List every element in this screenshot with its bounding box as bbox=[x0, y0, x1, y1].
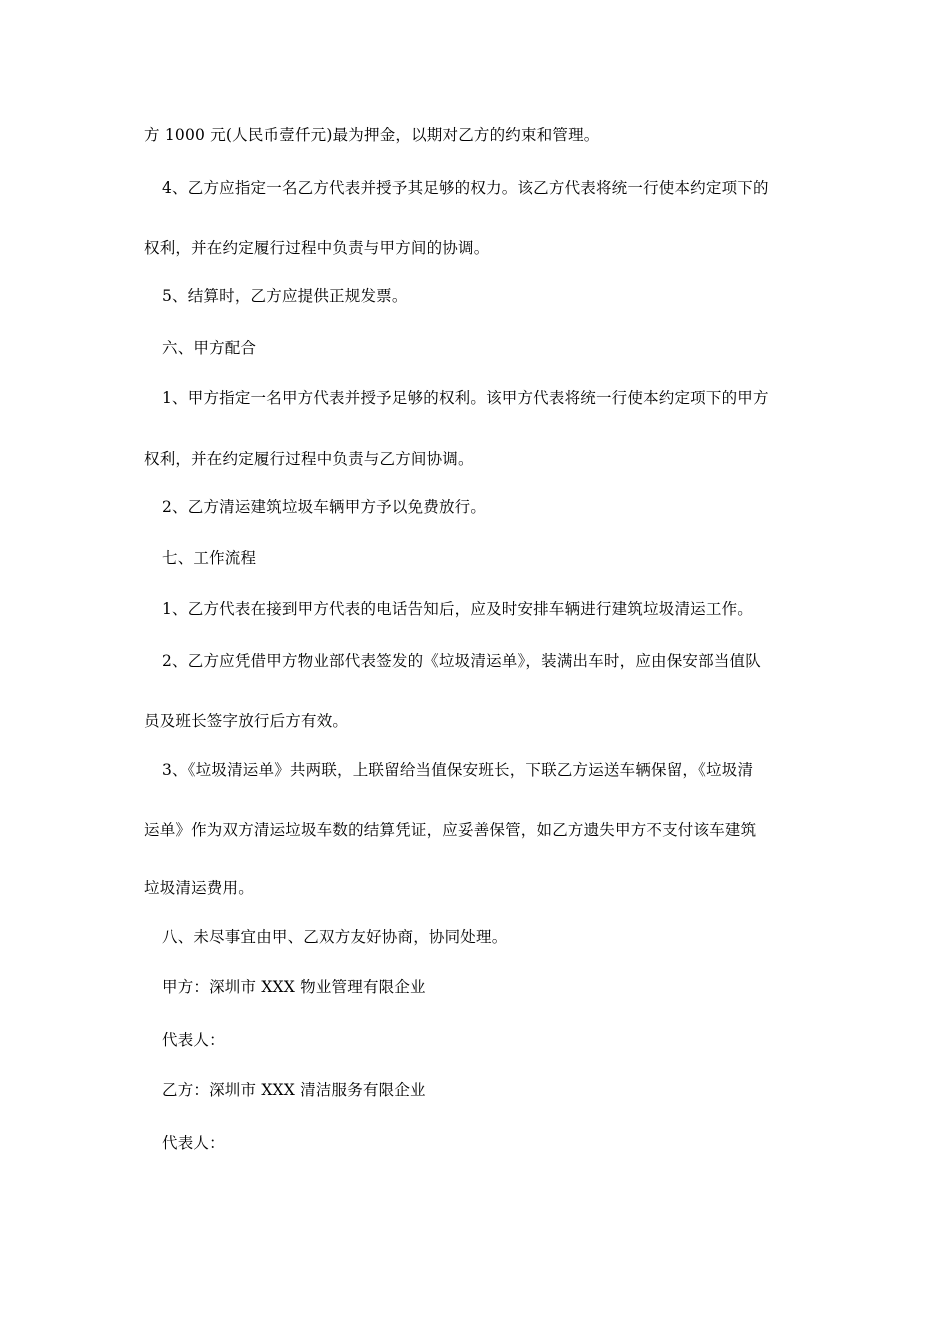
paragraph-line: 垃圾清运费用。 bbox=[144, 879, 254, 897]
paragraph-line: 5、结算时，乙方应提供正规发票。 bbox=[162, 287, 408, 305]
section-heading: 七、工作流程 bbox=[162, 549, 257, 567]
signature-representative-b: 代表人： bbox=[162, 1134, 225, 1152]
paragraph-line: 八、未尽事宜由甲、乙双方友好协商，协同处理。 bbox=[162, 928, 508, 946]
paragraph-line: 权利，并在约定履行过程中负责与甲方间的协调。 bbox=[144, 239, 490, 257]
paragraph-line: 方 1000 元(人民币壹仟元)最为押金，以期对乙方的约束和管理。 bbox=[144, 126, 600, 144]
paragraph-line: 2、乙方清运建筑垃圾车辆甲方予以免费放行。 bbox=[162, 498, 487, 516]
paragraph-line: 权利，并在约定履行过程中负责与乙方间协调。 bbox=[144, 450, 474, 468]
paragraph-line: 3、《垃圾清运单》共两联，上联留给当值保安班长，下联乙方运送车辆保留，《垃圾清 bbox=[162, 761, 754, 779]
paragraph-line: 1、乙方代表在接到甲方代表的电话告知后，应及时安排车辆进行建筑垃圾清运工作。 bbox=[162, 600, 753, 618]
paragraph-line: 4、乙方应指定一名乙方代表并授予其足够的权力。该乙方代表将统一行使本约定项下的 bbox=[162, 179, 769, 197]
paragraph-line: 1、甲方指定一名甲方代表并授予足够的权利。该甲方代表将统一行使本约定项下的甲方 bbox=[162, 389, 769, 407]
signature-party-b: 乙方：深圳市 XXX 清洁服务有限企业 bbox=[162, 1081, 426, 1099]
section-heading: 六、甲方配合 bbox=[162, 339, 257, 357]
paragraph-line: 员及班长签字放行后方有效。 bbox=[144, 712, 349, 730]
paragraph-line: 运单》作为双方清运垃圾车数的结算凭证，应妥善保管，如乙方遗失甲方不支付该车建筑 bbox=[144, 821, 757, 839]
signature-party-a: 甲方：深圳市 XXX 物业管理有限企业 bbox=[162, 978, 426, 996]
signature-representative-a: 代表人： bbox=[162, 1031, 225, 1049]
paragraph-line: 2、乙方应凭借甲方物业部代表签发的《垃圾清运单》，装满出车时，应由保安部当值队 bbox=[162, 652, 761, 670]
